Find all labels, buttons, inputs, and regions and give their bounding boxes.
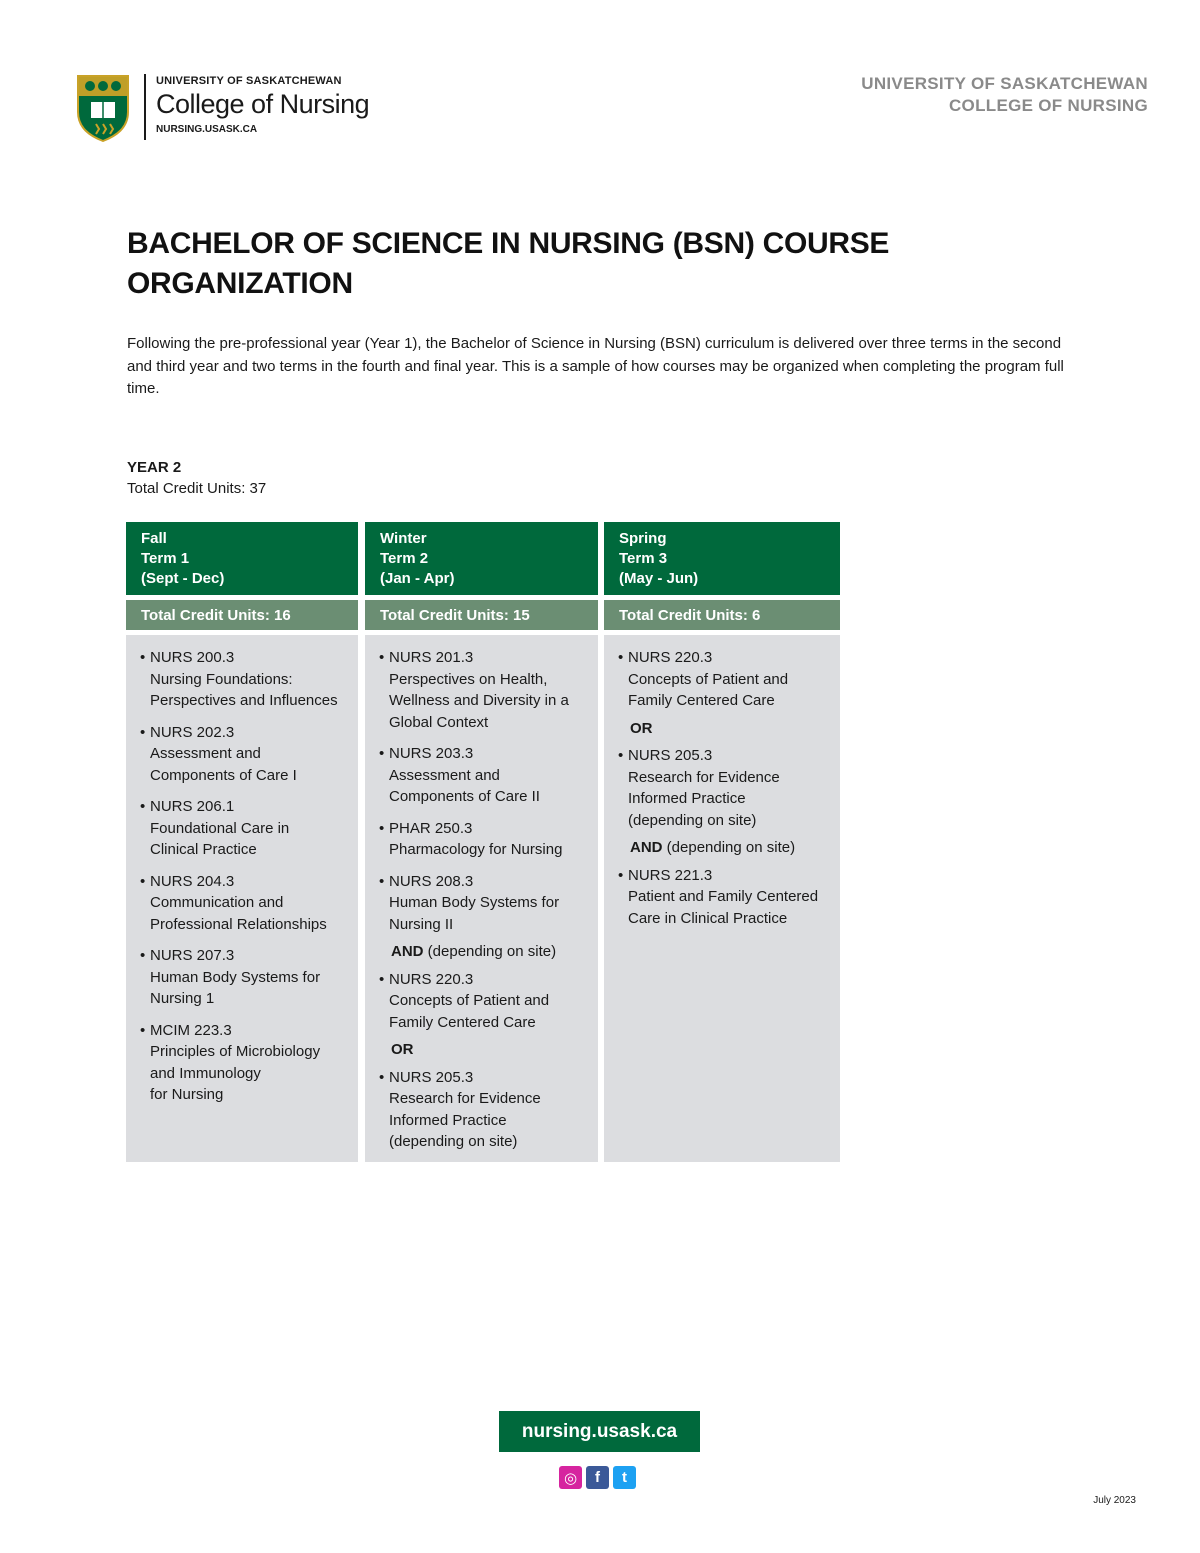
bullet-icon: •	[618, 866, 624, 884]
course-item	[379, 1067, 590, 1153]
course-title-line: (depending on site)	[389, 1133, 518, 1150]
bullet-icon: •	[379, 1068, 385, 1086]
term-course-list	[126, 635, 358, 1162]
course-item	[379, 743, 590, 808]
course-title-line: Family Centered Care	[389, 1013, 536, 1031]
term-season: Winter	[380, 530, 427, 547]
course-title-line: Professional Relationships	[150, 915, 327, 933]
course-item	[618, 865, 832, 930]
bullet-icon: •	[618, 747, 624, 764]
website-link-button[interactable]: nursing.usask.ca	[499, 1411, 700, 1452]
term-dates: (Jan - Apr)	[380, 570, 455, 587]
term-course-list	[365, 635, 598, 1162]
bullet-icon: •	[379, 649, 385, 666]
course-code: NURS 204.3	[150, 872, 235, 890]
term-header	[604, 522, 840, 595]
course-title-line: Patient and Family Centered	[628, 888, 819, 905]
term-header	[126, 522, 358, 595]
course-code: NURS 200.3	[150, 649, 235, 666]
term-number: Term 1	[141, 550, 190, 567]
course-item	[140, 871, 350, 936]
course-code: PHAR 250.3	[389, 819, 473, 837]
year-heading: YEAR 2	[127, 459, 182, 476]
instagram-icon[interactable]: ◎	[559, 1466, 582, 1489]
twitter-icon[interactable]: t	[613, 1466, 636, 1489]
course-code: NURS 202.3	[150, 723, 235, 741]
bullet-icon: •	[618, 649, 624, 666]
term-dates: (May - Jun)	[619, 570, 699, 587]
course-code: NURS 220.3	[628, 649, 713, 666]
course-title-line: Nursing 1	[150, 990, 215, 1007]
usask-crest-icon	[76, 74, 130, 142]
course-item	[140, 647, 350, 712]
social-icons	[559, 1466, 636, 1489]
college-logo	[76, 74, 369, 142]
course-title-line: Communication and	[150, 894, 284, 911]
term-season: Spring	[619, 530, 667, 547]
bullet-icon: •	[140, 723, 146, 741]
connector-keyword: AND	[391, 943, 424, 960]
logo-url: NURSING.USASK.CA	[156, 124, 258, 135]
connector-keyword: AND	[630, 839, 663, 856]
connector-keyword: OR	[630, 719, 653, 737]
connector-note: (depending on site)	[423, 943, 557, 960]
term-course-list	[604, 635, 840, 1162]
bullet-icon: •	[140, 872, 146, 890]
course-title-line: Clinical Practice	[150, 841, 257, 858]
course-title-line: Foundational Care in	[150, 819, 290, 837]
course-title-line: Principles of Microbiology	[150, 1043, 321, 1060]
course-title-line: Family Centered Care	[628, 692, 775, 709]
course-connector	[391, 941, 590, 963]
header-line-college: COLLEGE OF NURSING	[948, 96, 1148, 115]
course-item	[618, 647, 832, 712]
course-title-line: Nursing II	[389, 915, 454, 933]
bullet-icon: •	[140, 947, 146, 964]
course-title-line: Care in Clinical Practice	[628, 909, 788, 927]
course-title-line: Concepts of Patient and	[628, 670, 789, 688]
course-connector	[630, 718, 832, 740]
course-code: NURS 206.1	[150, 798, 235, 815]
course-code: NURS 205.3	[389, 1068, 474, 1086]
course-title-line: Informed Practice	[628, 790, 746, 807]
course-title-line: Components of Care II	[389, 788, 540, 805]
term-credit-units: Total Credit Units: 16	[126, 600, 358, 630]
bullet-icon: •	[140, 1021, 146, 1039]
course-title-line: Concepts of Patient and	[389, 992, 550, 1009]
course-item	[379, 647, 590, 733]
bullet-icon: •	[379, 745, 385, 762]
publication-date: July 2023	[1093, 1495, 1136, 1506]
course-title-line: and Immunology	[150, 1064, 261, 1082]
bullet-icon: •	[140, 798, 146, 815]
course-title-line: Pharmacology for Nursing	[389, 841, 563, 858]
course-item	[140, 945, 350, 1010]
course-code: NURS 207.3	[150, 947, 235, 964]
course-code: NURS 205.3	[628, 747, 713, 764]
course-item	[140, 722, 350, 787]
course-title-line: Perspectives on Health,	[389, 670, 548, 688]
facebook-icon[interactable]: f	[586, 1466, 609, 1489]
logo-university: UNIVERSITY OF SASKATCHEWAN	[156, 75, 342, 87]
logo-college: College of Nursing	[156, 89, 370, 119]
course-code: NURS 220.3	[389, 970, 474, 988]
term-season: Fall	[141, 530, 167, 547]
term-dates: (Sept - Dec)	[141, 570, 225, 587]
intro-paragraph: Following the pre-professional year (Year 1), the Bachelor of Science in Nursing (BSN) curriculum is delivered over three terms in the second and third year and two terms in the fourth and final year. This is a sample of how courses may be organized when completing the program full time.	[127, 335, 1064, 397]
course-title-line: Human Body Systems for	[150, 968, 321, 986]
course-title-line: (depending on site)	[628, 811, 757, 829]
course-title-line: Perspectives and Influences	[150, 692, 338, 709]
header-institution	[861, 73, 1148, 117]
term-credit-units: Total Credit Units: 15	[365, 600, 598, 630]
course-title-line: Nursing Foundations:	[150, 670, 293, 688]
connector-note: (depending on site)	[662, 839, 796, 856]
term-credit-units: Total Credit Units: 6	[604, 600, 840, 630]
logo-divider	[144, 74, 146, 140]
course-item	[379, 871, 590, 936]
bullet-icon: •	[379, 970, 385, 988]
course-connector	[630, 837, 832, 859]
course-code: MCIM 223.3	[150, 1021, 232, 1039]
year-total-credits: Total Credit Units: 37	[127, 480, 267, 497]
bullet-icon: •	[379, 819, 385, 837]
course-title-line: Assessment and	[389, 766, 500, 784]
course-connector	[391, 1039, 590, 1061]
connector-keyword: OR	[391, 1041, 414, 1058]
course-title-line: Human Body Systems for	[389, 894, 560, 911]
header-line-university: UNIVERSITY OF SASKATCHEWAN	[861, 74, 1148, 93]
course-code: NURS 208.3	[389, 872, 474, 890]
course-title-line: for Nursing	[150, 1086, 224, 1103]
course-item	[140, 1020, 350, 1106]
course-title-line: Informed Practice	[389, 1111, 507, 1129]
course-code: NURS 221.3	[628, 866, 713, 884]
course-title-line: Assessment and	[150, 745, 261, 762]
term-number: Term 3	[619, 550, 668, 567]
term-column-fall	[126, 522, 358, 1162]
course-title-line: Global Context	[389, 713, 489, 731]
course-item	[379, 818, 590, 861]
term-column-winter	[365, 522, 598, 1162]
page-title: BACHELOR OF SCIENCE IN NURSING (BSN) COURSE ORGANIZATION	[127, 227, 890, 300]
course-item	[618, 745, 832, 831]
bullet-icon: •	[140, 649, 146, 666]
course-item	[140, 796, 350, 861]
bullet-icon: •	[379, 872, 385, 890]
course-code: NURS 203.3	[389, 745, 474, 762]
course-title-line: Wellness and Diversity in a	[389, 692, 569, 709]
term-header	[365, 522, 598, 595]
course-code: NURS 201.3	[389, 649, 474, 666]
course-item	[379, 969, 590, 1034]
term-number: Term 2	[380, 550, 429, 567]
course-title-line: Research for Evidence	[628, 768, 780, 786]
course-title-line: Research for Evidence	[389, 1090, 541, 1107]
course-title-line: Components of Care I	[150, 766, 297, 784]
term-column-spring	[604, 522, 840, 1162]
